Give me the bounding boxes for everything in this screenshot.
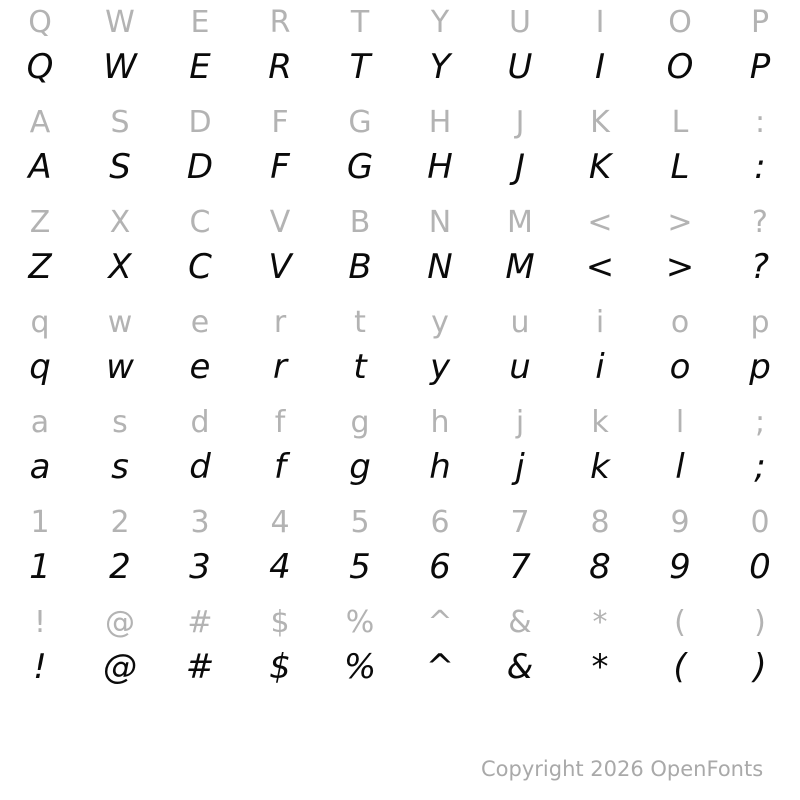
- reference-glyph: S: [110, 105, 130, 140]
- specimen-glyph: L: [670, 147, 690, 187]
- specimen-glyph: w: [106, 347, 134, 387]
- reference-glyph: s: [112, 405, 128, 440]
- reference-glyph: @: [105, 605, 135, 640]
- specimen-glyph: D: [186, 147, 214, 187]
- reference-glyph: *: [592, 605, 608, 640]
- specimen-glyph: W: [103, 47, 137, 87]
- specimen-glyph: y: [429, 347, 451, 387]
- glyph-row-pair: [0, 0, 800, 100]
- reference-glyph-row: [0, 500, 800, 545]
- reference-glyph: Z: [29, 205, 51, 240]
- reference-glyph: !: [33, 605, 47, 640]
- reference-glyph: 5: [350, 505, 370, 540]
- specimen-glyph: (: [673, 647, 687, 687]
- reference-glyph: q: [30, 305, 50, 340]
- specimen-glyph: s: [111, 447, 129, 487]
- reference-glyph: p: [750, 305, 770, 340]
- specimen-glyph: 0: [749, 547, 771, 587]
- reference-glyph: C: [189, 205, 211, 240]
- specimen-glyph: B: [348, 247, 372, 287]
- reference-glyph: R: [269, 5, 291, 40]
- reference-glyph: ^: [427, 605, 453, 640]
- reference-glyph: o: [670, 305, 690, 340]
- glyph-row-pair: [0, 300, 800, 400]
- specimen-glyph: V: [268, 247, 292, 287]
- specimen-glyph-row: [0, 145, 800, 200]
- specimen-glyph: E: [189, 47, 211, 87]
- specimen-glyph: F: [270, 147, 290, 187]
- specimen-glyph: j: [515, 447, 525, 487]
- specimen-glyph-row: [0, 45, 800, 100]
- reference-glyph: h: [430, 405, 450, 440]
- specimen-glyph: 5: [349, 547, 371, 587]
- specimen-glyph: C: [188, 247, 212, 287]
- specimen-glyph: X: [108, 247, 132, 287]
- reference-glyph-row: [0, 600, 800, 645]
- specimen-glyph: Q: [26, 47, 54, 87]
- reference-glyph: t: [354, 305, 366, 340]
- specimen-glyph: ): [753, 647, 767, 687]
- specimen-glyph-row: [0, 645, 800, 700]
- specimen-glyph: l: [675, 447, 685, 487]
- specimen-glyph: 3: [189, 547, 211, 587]
- specimen-glyph: *: [591, 647, 609, 687]
- specimen-glyph: I: [594, 47, 606, 87]
- reference-glyph: ;: [754, 405, 766, 440]
- reference-glyph: &: [508, 605, 532, 640]
- reference-glyph: W: [105, 5, 135, 40]
- reference-glyph: r: [273, 305, 287, 340]
- reference-glyph: #: [187, 605, 213, 640]
- reference-glyph: :: [754, 105, 766, 140]
- reference-glyph: N: [428, 205, 452, 240]
- specimen-glyph: G: [346, 147, 374, 187]
- specimen-glyph: Z: [28, 247, 52, 287]
- reference-glyph: ): [754, 605, 766, 640]
- specimen-glyph: !: [33, 647, 47, 687]
- specimen-glyph: q: [29, 347, 51, 387]
- specimen-glyph: g: [349, 447, 371, 487]
- reference-glyph: M: [507, 205, 533, 240]
- reference-glyph: e: [190, 305, 210, 340]
- specimen-glyph: J: [514, 147, 526, 187]
- reference-glyph: G: [348, 105, 372, 140]
- reference-glyph: V: [269, 205, 291, 240]
- reference-glyph: Y: [430, 5, 450, 40]
- reference-glyph: L: [671, 105, 689, 140]
- reference-glyph: a: [30, 405, 50, 440]
- reference-glyph: 8: [590, 505, 610, 540]
- reference-glyph: g: [350, 405, 370, 440]
- reference-glyph: l: [675, 405, 685, 440]
- specimen-glyph: Y: [429, 47, 451, 87]
- reference-glyph: w: [107, 305, 133, 340]
- reference-glyph: 6: [430, 505, 450, 540]
- reference-glyph: Q: [28, 5, 52, 40]
- reference-glyph: y: [431, 305, 449, 340]
- specimen-glyph: 6: [429, 547, 451, 587]
- reference-glyph: A: [29, 105, 51, 140]
- specimen-glyph: &: [506, 647, 534, 687]
- specimen-glyph: A: [28, 147, 52, 187]
- specimen-glyph-row: [0, 545, 800, 600]
- specimen-glyph: H: [427, 147, 453, 187]
- specimen-glyph: 8: [589, 547, 611, 587]
- specimen-glyph: %: [343, 647, 377, 687]
- specimen-glyph: >: [665, 247, 695, 287]
- reference-glyph: I: [595, 5, 605, 40]
- reference-glyph: %: [345, 605, 375, 640]
- reference-glyph: (: [674, 605, 686, 640]
- specimen-glyph: i: [595, 347, 605, 387]
- reference-glyph: H: [428, 105, 452, 140]
- specimen-glyph: 2: [109, 547, 131, 587]
- specimen-glyph-row: [0, 345, 800, 400]
- specimen-glyph: #: [185, 647, 215, 687]
- specimen-glyph: S: [109, 147, 131, 187]
- reference-glyph: D: [188, 105, 212, 140]
- specimen-glyph: d: [189, 447, 211, 487]
- reference-glyph: B: [349, 205, 371, 240]
- reference-glyph: 1: [30, 505, 50, 540]
- reference-glyph: 2: [110, 505, 130, 540]
- specimen-glyph: o: [669, 347, 691, 387]
- specimen-glyph: h: [429, 447, 451, 487]
- reference-glyph: 7: [510, 505, 530, 540]
- glyph-row-pair: [0, 200, 800, 300]
- reference-glyph: J: [515, 105, 525, 140]
- specimen-glyph: t: [353, 347, 367, 387]
- specimen-glyph: ?: [750, 247, 770, 287]
- specimen-glyph: O: [666, 47, 694, 87]
- reference-glyph: 0: [750, 505, 770, 540]
- specimen-glyph-row: [0, 445, 800, 500]
- reference-glyph: F: [271, 105, 289, 140]
- specimen-glyph: k: [590, 447, 610, 487]
- specimen-glyph: R: [268, 47, 292, 87]
- specimen-glyph: P: [749, 47, 771, 87]
- specimen-glyph: r: [273, 347, 287, 387]
- reference-glyph: E: [190, 5, 210, 40]
- specimen-glyph: @: [103, 647, 137, 687]
- specimen-glyph: p: [749, 347, 771, 387]
- reference-glyph: u: [510, 305, 530, 340]
- reference-glyph: d: [190, 405, 210, 440]
- specimen-glyph: ^: [425, 647, 455, 687]
- copyright-notice: Copyright 2026 OpenFonts: [481, 757, 764, 781]
- reference-glyph-row: [0, 0, 800, 45]
- specimen-glyph: 1: [29, 547, 51, 587]
- reference-glyph: X: [109, 205, 131, 240]
- reference-glyph-row: [0, 200, 800, 245]
- glyph-row-pair: [0, 600, 800, 700]
- reference-glyph: f: [274, 405, 286, 440]
- specimen-glyph: K: [588, 147, 612, 187]
- specimen-glyph: <: [585, 247, 615, 287]
- specimen-glyph: 7: [509, 547, 531, 587]
- reference-glyph: U: [509, 5, 531, 40]
- reference-glyph: T: [350, 5, 370, 40]
- specimen-glyph: u: [509, 347, 531, 387]
- specimen-glyph-row: [0, 245, 800, 300]
- specimen-glyph: T: [349, 47, 371, 87]
- reference-glyph: >: [667, 205, 693, 240]
- reference-glyph: O: [668, 5, 692, 40]
- reference-glyph-row: [0, 300, 800, 345]
- reference-glyph: j: [515, 405, 525, 440]
- reference-glyph: k: [591, 405, 609, 440]
- reference-glyph-row: [0, 100, 800, 145]
- specimen-glyph: a: [29, 447, 51, 487]
- glyph-row-pair: [0, 100, 800, 200]
- reference-glyph: <: [587, 205, 613, 240]
- specimen-glyph: e: [189, 347, 211, 387]
- specimen-glyph: $: [269, 647, 291, 687]
- glyph-row-pair: [0, 400, 800, 500]
- reference-glyph: i: [595, 305, 605, 340]
- specimen-glyph: 4: [269, 547, 291, 587]
- specimen-glyph: ;: [754, 447, 766, 487]
- reference-glyph: 9: [670, 505, 690, 540]
- specimen-glyph: U: [507, 47, 533, 87]
- specimen-glyph: 9: [669, 547, 691, 587]
- reference-glyph: 3: [190, 505, 210, 540]
- specimen-glyph: :: [754, 147, 766, 187]
- reference-glyph-row: [0, 400, 800, 445]
- reference-glyph: $: [270, 605, 290, 640]
- reference-glyph: ?: [752, 205, 768, 240]
- reference-glyph: 4: [270, 505, 290, 540]
- specimen-glyph: f: [274, 447, 286, 487]
- specimen-glyph: N: [427, 247, 453, 287]
- glyph-row-pair: [0, 500, 800, 600]
- specimen-glyph: M: [505, 247, 535, 287]
- reference-glyph: P: [750, 5, 770, 40]
- reference-glyph: K: [590, 105, 610, 140]
